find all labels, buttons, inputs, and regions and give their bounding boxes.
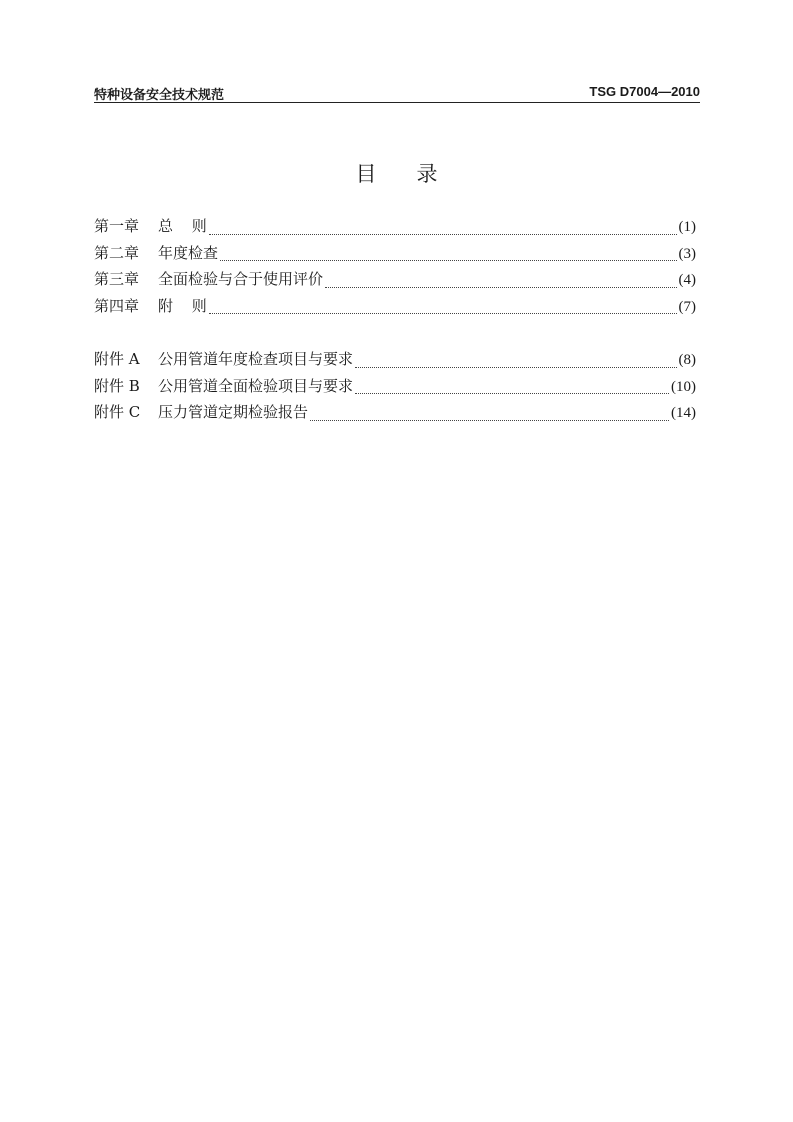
toc-entry-title: 公用管道年度检查项目与要求 (158, 350, 354, 368)
toc-row-chapter-1[interactable] (94, 215, 696, 242)
toc-number: 附件 B (94, 376, 140, 395)
toc-leader-dots (220, 260, 676, 261)
toc-number: 第三章 (94, 270, 140, 288)
toc-entry-title: 公用管道全面检验项目与要求 (158, 376, 354, 395)
toc-leader-dots (209, 313, 677, 314)
toc-leader-dots (209, 234, 677, 235)
toc-row-chapter-2[interactable] (94, 242, 696, 269)
toc-title: 目录 (355, 162, 478, 186)
toc-leader-dots (355, 367, 676, 368)
toc-chapters (94, 215, 696, 321)
toc-page-number: (3) (678, 245, 696, 262)
toc-page-number: (14) (671, 405, 696, 421)
toc-entry-title: 年度检查 (158, 243, 219, 262)
toc-leader-dots (325, 287, 676, 288)
toc-number: 附件 A (94, 350, 140, 368)
header-series-title: 特种设备安全技术规范 (94, 88, 225, 103)
toc-row-appendix-b[interactable] (94, 375, 696, 402)
toc-page-number: (10) (671, 378, 696, 395)
toc-leader-dots (355, 393, 669, 394)
header-standard-code: TSG D7004—2010 (589, 84, 700, 99)
toc-page-number: (4) (678, 272, 696, 288)
toc-page-number: (7) (678, 298, 696, 315)
page-header (94, 84, 700, 103)
toc-page-number: (1) (678, 219, 696, 235)
toc-row-chapter-3[interactable] (94, 268, 696, 295)
toc-row-appendix-c[interactable] (94, 401, 696, 428)
toc-row-appendix-a[interactable] (94, 348, 696, 375)
toc-number: 第一章 (94, 217, 140, 235)
toc-page-number: (8) (678, 352, 696, 368)
toc-row-chapter-4[interactable] (94, 295, 696, 322)
toc-number: 第二章 (94, 243, 140, 262)
toc-entry-title: 压力管道定期检验报告 (158, 403, 309, 421)
toc-number: 附件 C (94, 403, 141, 421)
toc-number: 第四章 (94, 296, 140, 315)
toc-entry-title: 附 则 (158, 296, 207, 315)
toc-leader-dots (310, 420, 669, 421)
toc-entry-title: 全面检验与合于使用评价 (158, 270, 324, 288)
toc-entry-title: 总 则 (158, 217, 207, 235)
toc-appendices (94, 348, 696, 428)
